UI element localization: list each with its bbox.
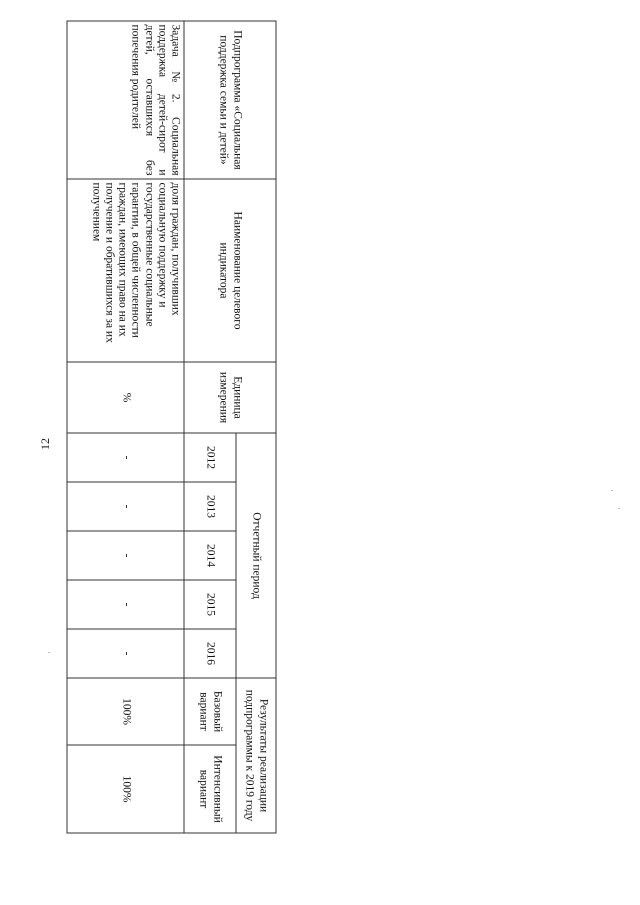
value-cell: -	[67, 629, 184, 678]
unit-cell: %	[67, 362, 184, 433]
indicator-cell: доля граждан, получивших социальную поддержку и государственные социальные гарантии, в общей численности граждан, имеющих право на их получение и обратившихся за их получением	[67, 179, 184, 362]
scan-speck	[48, 652, 50, 653]
header-unit: Единица измерения	[184, 362, 276, 433]
value-cell: -	[67, 580, 184, 629]
header-reporting-period: Отчетный период	[236, 433, 276, 678]
value-cell: -	[67, 433, 184, 482]
header-year: 2012	[184, 433, 236, 482]
scan-speck	[618, 508, 620, 509]
header-base-variant: Базовый вариант	[184, 678, 236, 745]
intensive-result-cell: 100%	[67, 745, 184, 833]
header-subprogram: Подпрограмма «Социальная поддержка семьи и детей»	[184, 21, 276, 179]
indicator-table-rotated	[67, 20, 276, 832]
value-cell: -	[67, 482, 184, 531]
header-indicator-name: Наименование целевого индикатора	[184, 179, 276, 362]
page-number: 12	[38, 438, 52, 450]
header-intensive-variant: Интенсивный вариант	[184, 745, 236, 833]
header-year: 2013	[184, 482, 236, 531]
base-result-cell: 100%	[67, 678, 184, 745]
indicator-table	[66, 20, 276, 833]
header-results: Результаты реализации подпрограммы к 2019 году	[236, 678, 276, 833]
header-year: 2014	[184, 531, 236, 580]
header-year: 2016	[184, 629, 236, 678]
header-year: 2015	[184, 580, 236, 629]
task-cell: Задача №2. Социальная поддержка детей-сирот и детей, оставшихся без попечения родителей	[67, 21, 184, 179]
value-cell: -	[67, 531, 184, 580]
scan-speck	[611, 490, 613, 491]
